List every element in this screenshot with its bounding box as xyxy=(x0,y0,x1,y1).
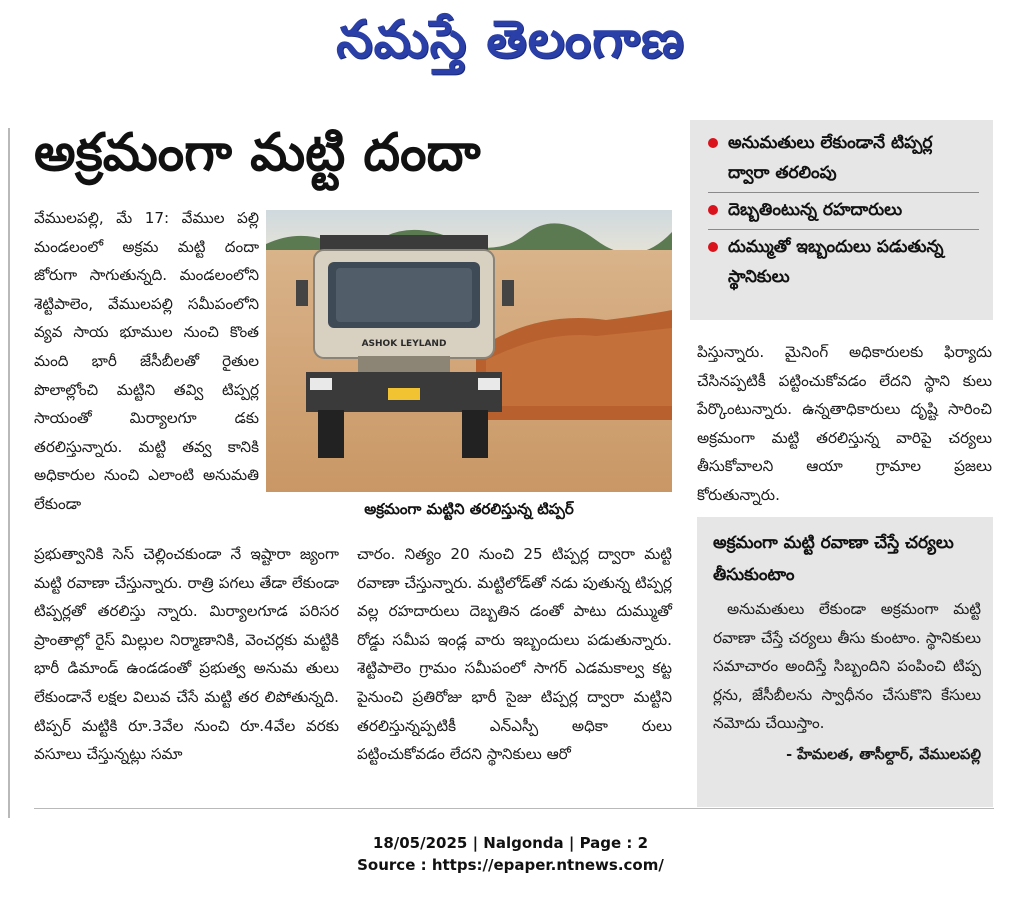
footer xyxy=(0,832,1021,876)
article-column-1-bottom: ప్రభుత్వానికి సెస్ చెల్లించకుండా నే ఇష్టారా జ్యంగా మట్టి రవాణా చేస్తున్నారు. రాత్రి పగలు తేడా లేకుండా టిప్పర్లతో తరలిస్తు న్నారు. మిర్యాలగూడ పరిసర ప్రాంతాల్లో రైస్ మిల్లుల నిర్మాణానికి, వెంచర్లకు మట్టికి భారీ డిమాండ్ ఉండడంతో ప్రభుత్వ అనుమ తులు లేకుండానే లక్షల విలువ చేసే మట్టి తర లిపోతున్నది. టిప్పర్ మట్టికి రూ.3వేల నుంచి రూ.4వేల వరకు వసూలు చేస్తున్నట్లు సమా xyxy=(34,545,339,764)
red-bullet-icon xyxy=(708,138,718,148)
highlights-box xyxy=(690,120,993,320)
bottom-rule xyxy=(34,808,994,809)
red-bullet-icon xyxy=(708,205,718,215)
left-margin-rule xyxy=(8,128,10,818)
highlight-text: దెబ్బతింటున్న రహదారులు xyxy=(728,200,903,220)
official-quote-box xyxy=(697,517,993,807)
photo-caption: అక్రమంగా మట్టిని తరలిస్తున్న టిప్పర్ xyxy=(364,500,574,518)
newspaper-logo: నమస్తే తెలంగాణ xyxy=(336,9,685,70)
article-column-3: పిస్తున్నారు. మైనింగ్ అధికారులకు ఫిర్యాదు చేసినప్పటికీ పట్టించుకోవడం లేదని స్థాని కులు పేర్కొంటున్నారు. ఉన్నతాధికారులు దృష్టి సారించి అక్రమంగా మట్టి తరలిస్తున్న వారిపై చర్యలు తీసుకోవాలని ఆయా గ్రామాల ప్రజలు కోరుతున్నారు. xyxy=(697,343,992,504)
truck-brand-label: ASHOK LEYLAND xyxy=(361,339,447,349)
footer-date-edition: 18/05/2025 | Nalgonda | Page : 2 xyxy=(372,834,649,852)
quote-box-signature: - హేమలత, తాసీల్దార్, వేములపల్లి xyxy=(786,746,981,763)
red-bullet-icon xyxy=(708,242,718,252)
article-column-1-top: వేములపల్లి, మే 17: వేముల పల్లి మండలంలో అక్రమ మట్టి దందా జోరుగా సాగుతున్నది. మండలంలోని శెట్టిపాలెం, వేములపల్లి సమీపంలోని వ్యవ సాయ భూముల నుంచి కొంత మంది భారీ జేసీబీలతో రైతుల పొలాల్లోంచి మట్టిని తవ్వి టిప్పర్ల సాయంతో మిర్యాలగూ డకు తరలిస్తున్నారు. మట్టి తవ్వ కానికి అధికారుల నుంచి ఎలాంటి అనుమతి లేకుండా xyxy=(34,209,259,513)
footer-source: Source : https://epaper.ntnews.com/ xyxy=(357,856,664,874)
quote-box-body: అనుమతులు లేకుండా అక్రమంగా మట్టి రవాణా చేస్తే చర్యలు తీసు కుంటాం. స్థానికులు సమాచారం అందిస్తే సిబ్బందిని పంపించి టిప్ప ర్లను, జేసీబీలను స్వాధీనం చేసుకొని కేసులు నమోదు చేయిస్తాం. xyxy=(713,600,981,733)
highlight-text: అనుమతులు లేకుండానే టిప్పర్ల ద్వారా తరలింపు xyxy=(728,133,933,183)
highlight-item xyxy=(708,192,979,225)
quote-box-title: అక్రమంగా మట్టి రవాణా చేస్తే చర్యలు తీసుకుంటాం xyxy=(713,533,954,585)
highlight-item xyxy=(708,128,979,188)
masthead xyxy=(0,2,1021,82)
headline: అక్రమంగా మట్టి దందా xyxy=(34,123,481,183)
highlight-item xyxy=(708,229,979,292)
highlight-text: దుమ్ముతో ఇబ్బందులు పడుతున్న స్థానికులు xyxy=(728,237,944,287)
truck-photo-illustration xyxy=(266,210,672,492)
article-column-2: చారం. నిత్యం 20 నుంచి 25 టిప్పర్ల ద్వారా మట్టి రవాణా చేస్తున్నారు. మట్టిలోడ్‌తో నడు పుతున్న టిప్పర్ల వల్ల రహదారులు దెబ్బతిన డంతో పాటు దుమ్ముతో రోడ్డు సమీప ఇండ్ల వారు ఇబ్బందులు పడుతున్నారు. శెట్టిపాలెం గ్రామం సమీపంలో సాగర్ ఎడమకాల్వ కట్ట పైనుంచి ప్రతిరోజు భారీ సైజు టిప్పర్ల ద్వారా మట్టిని తరలిస్తున్నప్పటికీ ఎన్ఎస్పీ అధికా రులు పట్టించుకోవడం లేదని స్థానికులు ఆరో xyxy=(357,545,672,764)
news-photo-tipper-truck xyxy=(266,210,672,492)
